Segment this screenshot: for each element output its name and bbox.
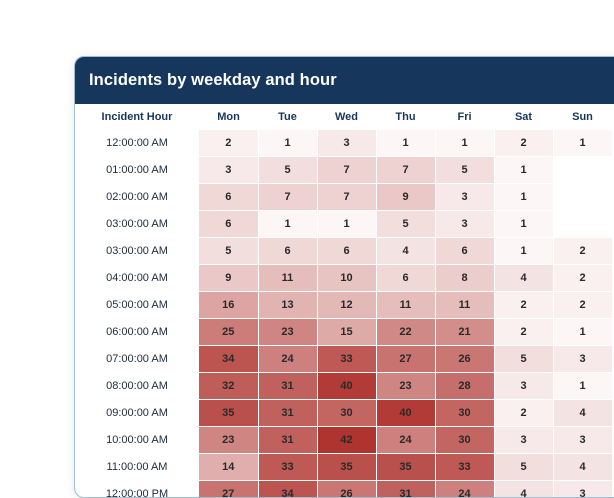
heatmap-cell-wed: 26: [317, 481, 376, 498]
hour-label: 03:00:00 AM: [75, 238, 199, 265]
hour-label: 07:00:00 AM: [75, 346, 199, 373]
heatmap-cell-sun: 1: [553, 319, 612, 346]
heatmap-cell-tue: 13: [258, 292, 317, 319]
column-header-mon: Mon: [199, 104, 258, 130]
heatmap-row: [75, 454, 612, 481]
heatmap-cell-sun: 4: [553, 454, 612, 481]
heatmap-row: [75, 373, 612, 400]
heatmap-cell-tue: 33: [258, 454, 317, 481]
hour-label: 08:00:00 AM: [75, 373, 199, 400]
heatmap-cell-mon: 16: [199, 292, 258, 319]
heatmap-cell-fri: 30: [435, 400, 494, 427]
heatmap-cell-sat: 4: [494, 265, 553, 292]
heatmap-cell-sun: 2: [553, 238, 612, 265]
hour-label: 12:00:00 AM: [75, 130, 199, 157]
heatmap-cell-wed: 30: [317, 400, 376, 427]
hour-label: 01:00:00 AM: [75, 157, 199, 184]
heatmap-cell-mon: 6: [199, 211, 258, 238]
heatmap-cell-tue: 1: [258, 130, 317, 157]
heatmap-cell-tue: 7: [258, 184, 317, 211]
hour-label: 06:00:00 AM: [75, 319, 199, 346]
heatmap-cell-wed: 35: [317, 454, 376, 481]
heatmap-cell-sun: 1: [553, 130, 612, 157]
heatmap-cell-fri: 3: [435, 211, 494, 238]
column-header-sat: Sat: [494, 104, 553, 130]
heatmap-cell-wed: 3: [317, 130, 376, 157]
heatmap-cell-thu: 24: [376, 427, 435, 454]
heatmap-cell-sat: 2: [494, 292, 553, 319]
heatmap-cell-wed: 33: [317, 346, 376, 373]
heatmap-row: [75, 292, 612, 319]
heatmap-cell-thu: 9: [376, 184, 435, 211]
heatmap-cell-fri: 30: [435, 427, 494, 454]
heatmap-cell-mon: 5: [199, 238, 258, 265]
heatmap-cell-sun: 3: [553, 427, 612, 454]
heatmap-card: [74, 56, 614, 498]
heatmap-cell-sat: 1: [494, 211, 553, 238]
heatmap-cell-wed: 7: [317, 157, 376, 184]
heatmap-cell-tue: 24: [258, 346, 317, 373]
heatmap-row: [75, 346, 612, 373]
heatmap-cell-tue: 6: [258, 238, 317, 265]
heatmap-row: [75, 319, 612, 346]
heatmap-row: [75, 211, 612, 238]
heatmap-cell-mon: 23: [199, 427, 258, 454]
heatmap-cell-thu: 5: [376, 211, 435, 238]
heatmap-cell-wed: 10: [317, 265, 376, 292]
heatmap-cell-sun: [553, 211, 612, 238]
heatmap-cell-tue: 23: [258, 319, 317, 346]
hour-label: 10:00:00 AM: [75, 427, 199, 454]
heatmap-cell-thu: 40: [376, 400, 435, 427]
heatmap-cell-sun: [553, 157, 612, 184]
heatmap-cell-thu: 1: [376, 130, 435, 157]
heatmap-cell-fri: 8: [435, 265, 494, 292]
heatmap-cell-sat: 2: [494, 130, 553, 157]
heatmap-cell-fri: 33: [435, 454, 494, 481]
hour-label: 11:00:00 AM: [75, 454, 199, 481]
column-header-sun: Sun: [553, 104, 612, 130]
heatmap-cell-thu: 7: [376, 157, 435, 184]
heatmap-cell-sat: 5: [494, 454, 553, 481]
heatmap-cell-fri: 28: [435, 373, 494, 400]
heatmap-cell-tue: 5: [258, 157, 317, 184]
heatmap-cell-mon: 32: [199, 373, 258, 400]
heatmap-cell-fri: 6: [435, 238, 494, 265]
heatmap-cell-mon: 34: [199, 346, 258, 373]
heatmap-row: [75, 130, 612, 157]
heatmap-cell-tue: 1: [258, 211, 317, 238]
heatmap-cell-thu: 23: [376, 373, 435, 400]
heatmap-cell-thu: 4: [376, 238, 435, 265]
heatmap-cell-mon: 35: [199, 400, 258, 427]
heatmap-cell-wed: 7: [317, 184, 376, 211]
heatmap-cell-tue: 11: [258, 265, 317, 292]
heatmap-cell-sat: 2: [494, 319, 553, 346]
column-header-wed: Wed: [317, 104, 376, 130]
heatmap-cell-mon: 14: [199, 454, 258, 481]
heatmap-cell-wed: 6: [317, 238, 376, 265]
heatmap-cell-sun: 2: [553, 292, 612, 319]
heatmap-cell-sun: 3: [553, 481, 612, 498]
hour-label: 05:00:00 AM: [75, 292, 199, 319]
heatmap-cell-mon: 6: [199, 184, 258, 211]
heatmap-cell-sat: 3: [494, 427, 553, 454]
hour-label: 03:00:00 AM: [75, 211, 199, 238]
heatmap-cell-sun: 4: [553, 400, 612, 427]
hour-label: 04:00:00 AM: [75, 265, 199, 292]
heatmap-cell-mon: 25: [199, 319, 258, 346]
heatmap-cell-thu: 31: [376, 481, 435, 498]
heatmap-cell-fri: 24: [435, 481, 494, 498]
heatmap-cell-thu: 11: [376, 292, 435, 319]
heatmap-cell-wed: 12: [317, 292, 376, 319]
heatmap-cell-tue: 31: [258, 427, 317, 454]
heatmap-cell-mon: 9: [199, 265, 258, 292]
heatmap-cell-tue: 31: [258, 373, 317, 400]
heatmap-cell-sun: 2: [553, 265, 612, 292]
row-header-label: Incident Hour: [75, 104, 199, 130]
heatmap-cell-sat: 1: [494, 238, 553, 265]
heatmap-cell-fri: 21: [435, 319, 494, 346]
heatmap-cell-sat: 2: [494, 400, 553, 427]
heatmap-row: [75, 157, 612, 184]
heatmap-cell-fri: 11: [435, 292, 494, 319]
heatmap-row: [75, 238, 612, 265]
heatmap-cell-fri: 5: [435, 157, 494, 184]
heatmap-cell-sat: 1: [494, 157, 553, 184]
heatmap-cell-tue: 34: [258, 481, 317, 498]
heatmap-row: [75, 184, 612, 211]
heatmap-cell-wed: 1: [317, 211, 376, 238]
heatmap-cell-sun: [553, 184, 612, 211]
column-header-thu: Thu: [376, 104, 435, 130]
heatmap-cell-sat: 4: [494, 481, 553, 498]
heatmap-table: [75, 104, 613, 498]
column-header-row: [75, 104, 612, 130]
heatmap-cell-fri: 26: [435, 346, 494, 373]
column-header-fri: Fri: [435, 104, 494, 130]
heatmap-cell-sat: 1: [494, 184, 553, 211]
heatmap-cell-fri: 3: [435, 184, 494, 211]
heatmap-row: [75, 400, 612, 427]
heatmap-cell-thu: 22: [376, 319, 435, 346]
heatmap-cell-wed: 40: [317, 373, 376, 400]
heatmap-row: [75, 265, 612, 292]
heatmap-row: [75, 481, 612, 498]
hour-label: 02:00:00 AM: [75, 184, 199, 211]
heatmap-cell-tue: 31: [258, 400, 317, 427]
heatmap-cell-sat: 3: [494, 373, 553, 400]
heatmap-cell-mon: 2: [199, 130, 258, 157]
heatmap-cell-thu: 27: [376, 346, 435, 373]
heatmap-cell-mon: 27: [199, 481, 258, 498]
heatmap-body: [75, 130, 612, 498]
heatmap-cell-thu: 6: [376, 265, 435, 292]
heatmap-cell-wed: 15: [317, 319, 376, 346]
heatmap-cell-wed: 42: [317, 427, 376, 454]
heatmap-row: [75, 427, 612, 454]
heatmap-cell-thu: 35: [376, 454, 435, 481]
heatmap-cell-mon: 3: [199, 157, 258, 184]
heatmap-cell-sat: 5: [494, 346, 553, 373]
heatmap-cell-fri: 1: [435, 130, 494, 157]
heatmap-cell-sun: 3: [553, 346, 612, 373]
heatmap-cell-sun: 1: [553, 373, 612, 400]
hour-label: 12:00:00 PM: [75, 481, 199, 498]
column-header-tue: Tue: [258, 104, 317, 130]
card-title: Incidents by weekday and hour: [75, 57, 614, 104]
hour-label: 09:00:00 AM: [75, 400, 199, 427]
